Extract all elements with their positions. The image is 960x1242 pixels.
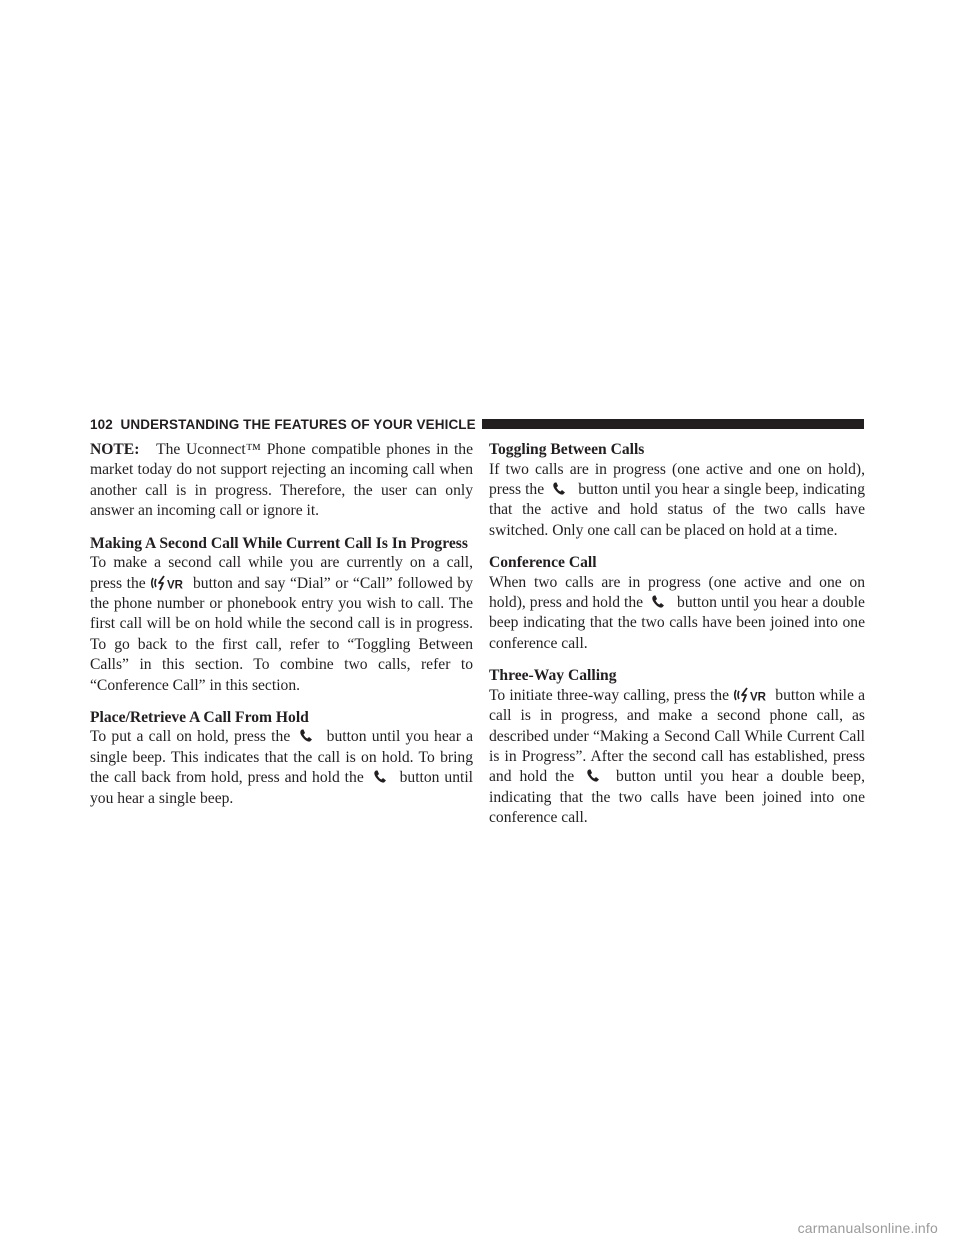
- watermark: carmanualsonline.info: [797, 1220, 938, 1236]
- conference-text-2: button until you hear a double beep indicating that the two calls have been joined into one conference call.: [489, 594, 865, 652]
- voice-recognition-icon: [150, 575, 188, 591]
- phone-icon: [369, 769, 395, 785]
- note-label: NOTE:: [90, 441, 140, 458]
- hold-text-1: To put a call on hold, press the: [90, 728, 291, 746]
- three-way-text-1: To initiate three-way calling, press the: [489, 686, 730, 704]
- hold-paragraph: [90, 727, 473, 809]
- voice-recognition-icon: [733, 687, 771, 703]
- hold-text-2: button until you hear a single beep. This indicates that the call is on hold. To bring the call back from hold, press and hold the: [90, 728, 474, 787]
- note-text: The Uconnect™ Phone compatible phones in the market today do not support rejecting an incoming call when another call is in progress. Therefore, the user can only answer an incoming call or ignore it.: [90, 441, 473, 520]
- toggling-heading: Toggling Between Calls: [489, 441, 645, 458]
- phone-icon: [647, 594, 673, 610]
- right-column: [489, 440, 865, 829]
- second-call-text-2: button and say “Dial” or “Call” followed by the phone number or phonebook entry you wish to call. The first call will be on hold while the second call is in progress. To go back to the first call, refer to “Toggling Between Calls” in this section. To combine two calls, refer to “Conference Call” in this section.: [90, 574, 473, 694]
- page-number: 102: [90, 416, 113, 432]
- conference-text-1: When two calls are in progress (one active and one on hold), press and hold the: [489, 573, 865, 612]
- three-way-paragraph: [489, 686, 865, 829]
- page-header: [90, 413, 864, 435]
- phone-icon: [295, 728, 321, 744]
- hold-heading: Place/Retrieve A Call From Hold: [90, 708, 309, 726]
- header-rule: [482, 419, 864, 429]
- toggling-paragraph: [489, 460, 865, 542]
- note-paragraph: [90, 440, 473, 522]
- svg-text:VR: VR: [167, 579, 184, 591]
- three-way-heading: Three-Way Calling: [489, 667, 617, 685]
- header-text: [90, 417, 476, 432]
- section-title: UNDERSTANDING THE FEATURES OF YOUR VEHICLE: [120, 416, 476, 432]
- three-way-text-2: button while a call is in progress, and make a second phone call, as described under “Making a Second Call While Current Call is in Progress”. After the second call has established, press and hold the: [489, 686, 865, 786]
- toggling-text-2: button until you hear a single beep, indicating that the active and hold status of the two calls have switched. Only one call can be placed on hold at a time.: [489, 480, 866, 539]
- conference-heading: Conference Call: [489, 554, 597, 572]
- phone-icon: [582, 768, 608, 784]
- second-call-heading: Making A Second Call While Current Call Is In Progress: [90, 534, 468, 552]
- second-call-text-1: To make a second call while you are currently on a call, press the: [90, 554, 473, 592]
- toggling-text-1: If two calls are in progress (one active and one on hold), press the: [489, 460, 865, 498]
- three-way-text-3: button until you hear a double beep, indicating that the two calls have been joined into one conference call.: [489, 768, 865, 827]
- conference-paragraph: [489, 573, 865, 655]
- second-call-paragraph: [90, 553, 473, 696]
- phone-icon: [548, 481, 574, 497]
- left-column: [90, 440, 473, 809]
- svg-text:VR: VR: [750, 691, 767, 703]
- hold-text-3: button until you hear a single beep.: [90, 769, 474, 807]
